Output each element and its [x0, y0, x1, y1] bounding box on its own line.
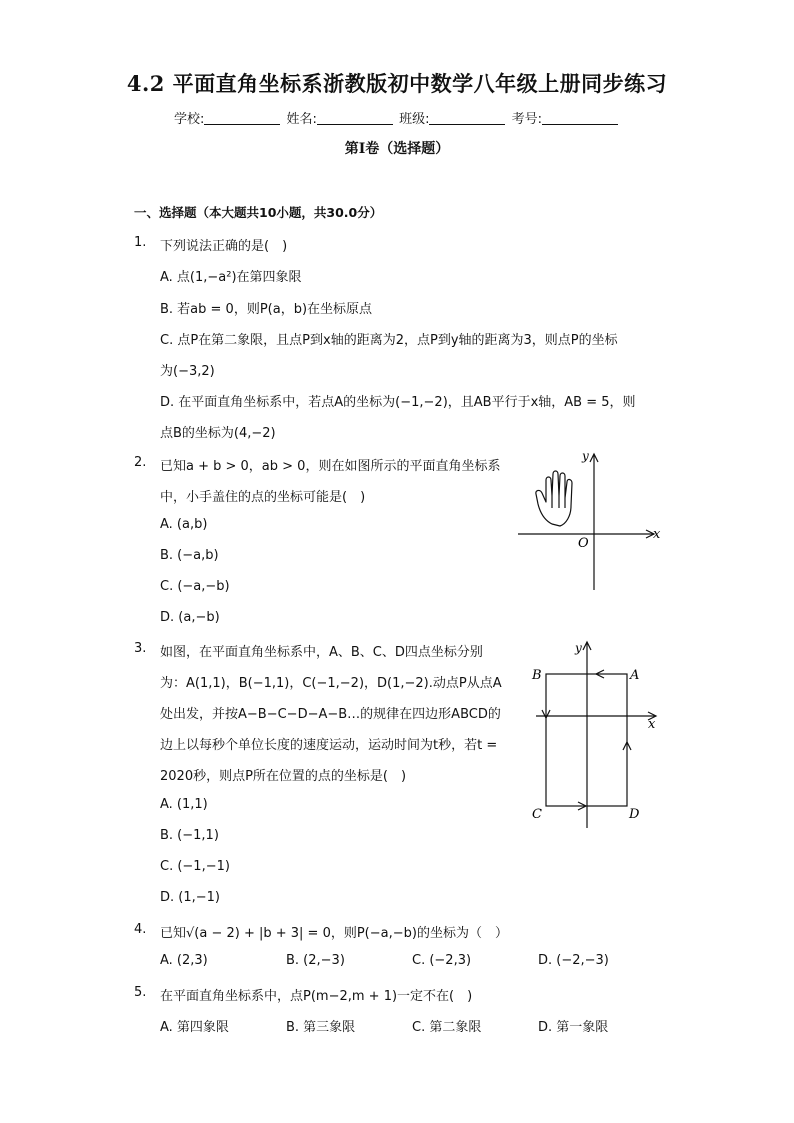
- question-2-option-c[interactable]: C. (−a,−b): [160, 579, 230, 594]
- question-1-option-a[interactable]: A. 点(1,−a²)在第四象限: [160, 270, 302, 285]
- question-1-option-c-cont: 为(−3,2): [160, 364, 215, 379]
- question-5-number: 5.: [134, 985, 147, 1000]
- question-3-number: 3.: [134, 641, 147, 656]
- page-title: 4.2 平面直角坐标系浙教版初中数学八年级上册同步练习: [126, 71, 668, 96]
- q2-origin-label: O: [578, 536, 589, 551]
- q3-vertex-c-label: C: [532, 807, 542, 822]
- question-4-option-c[interactable]: C. (−2,3): [412, 953, 472, 968]
- question-4-stem: 已知√(a − 2) + |b + 3| = 0，则P(−a,−b)的坐标为（ ）: [160, 926, 508, 941]
- question-5-option-d[interactable]: D. 第一象限: [538, 1020, 609, 1035]
- question-4-option-a[interactable]: A. (2,3): [160, 953, 208, 968]
- volume-heading: 第I卷（选择题）: [344, 141, 450, 157]
- school-blank[interactable]: [204, 112, 280, 125]
- question-3-stem-line2: 为：A(1,1)，B(−1,1)，C(−1,−2)，D(1,−2).动点P从点A: [160, 676, 502, 691]
- question-1-option-b[interactable]: B. 若ab = 0，则P(a，b)在坐标原点: [160, 302, 373, 317]
- q3-y-label: y: [575, 641, 582, 655]
- question-3-stem-line1: 如图，在平面直角坐标系中，A、B、C、D四点坐标分别: [160, 645, 483, 660]
- number-label: 考号:: [511, 112, 542, 127]
- q2-y-label: y: [582, 449, 589, 463]
- question-3-option-c[interactable]: C. (−1,−1): [160, 859, 230, 874]
- question-2-stem-line1: 已知a + b > 0，ab > 0，则在如图所示的平面直角坐标系: [160, 459, 501, 474]
- question-3-option-b[interactable]: B. (−1,1): [160, 828, 219, 843]
- question-1-option-d-cont: 点B的坐标为(4,−2): [160, 426, 276, 441]
- question-4-number: 4.: [134, 922, 147, 937]
- question-4-option-d[interactable]: D. (−2,−3): [538, 953, 609, 968]
- class-blank[interactable]: [429, 112, 505, 125]
- question-3-stem-line4: 边上以每秒个单位长度的速度运动，运动时间为t秒，若t =: [160, 738, 498, 753]
- school-label: 学校:: [174, 112, 205, 127]
- q3-vertex-b-label: B: [532, 668, 542, 683]
- q2-x-label: x: [653, 527, 661, 542]
- class-label: 班级:: [399, 112, 430, 127]
- q2-coordinate-figure: [514, 446, 664, 596]
- question-2-number: 2.: [134, 455, 147, 470]
- q3-x-label: x: [648, 717, 656, 732]
- question-5-option-b[interactable]: B. 第三象限: [286, 1020, 356, 1035]
- section-heading: 一、选择题（本大题共10小题，共30.0分）: [134, 205, 383, 220]
- question-4-option-b[interactable]: B. (2,−3): [286, 953, 345, 968]
- question-5-option-c[interactable]: C. 第二象限: [412, 1020, 482, 1035]
- question-2-option-b[interactable]: B. (−a,b): [160, 548, 219, 563]
- question-3-stem-line3: 处出发，并按A−B−C−D−A−B…的规律在四边形ABCD的: [160, 707, 501, 722]
- question-1-option-c[interactable]: C. 点P在第二象限，且点P到x轴的距离为2，点P到y轴的距离为3，则点P的坐标: [160, 333, 618, 348]
- question-2-option-d[interactable]: D. (a,−b): [160, 610, 220, 625]
- question-5-option-a[interactable]: A. 第四象限: [160, 1020, 229, 1035]
- student-info-line: [0, 108, 794, 127]
- name-label: 姓名:: [286, 112, 317, 127]
- number-blank[interactable]: [542, 112, 618, 125]
- q3-vertex-a-label: A: [630, 668, 640, 683]
- question-1-option-d[interactable]: D. 在平面直角坐标系中，若点A的坐标为(−1,−2)，且AB平行于x轴，AB = 5，则: [160, 395, 636, 410]
- question-5-stem: 在平面直角坐标系中，点P(m−2,m + 1)一定不在( ): [160, 989, 473, 1004]
- q3-vertex-d-label: D: [629, 807, 640, 822]
- question-2-stem-line2: 中，小手盖住的点的坐标可能是( ): [160, 490, 366, 505]
- question-3-option-d[interactable]: D. (1,−1): [160, 890, 220, 905]
- q3-coordinate-figure: [526, 636, 666, 832]
- name-blank[interactable]: [317, 112, 393, 125]
- question-1-number: 1.: [134, 235, 147, 250]
- hand-icon: [536, 471, 572, 526]
- question-3-stem-line5: 2020秒，则点P所在位置的点的坐标是( ): [160, 769, 407, 784]
- question-2-option-a[interactable]: A. (a,b): [160, 517, 208, 532]
- question-3-option-a[interactable]: A. (1,1): [160, 797, 208, 812]
- question-1-stem: 下列说法正确的是( ): [160, 239, 288, 254]
